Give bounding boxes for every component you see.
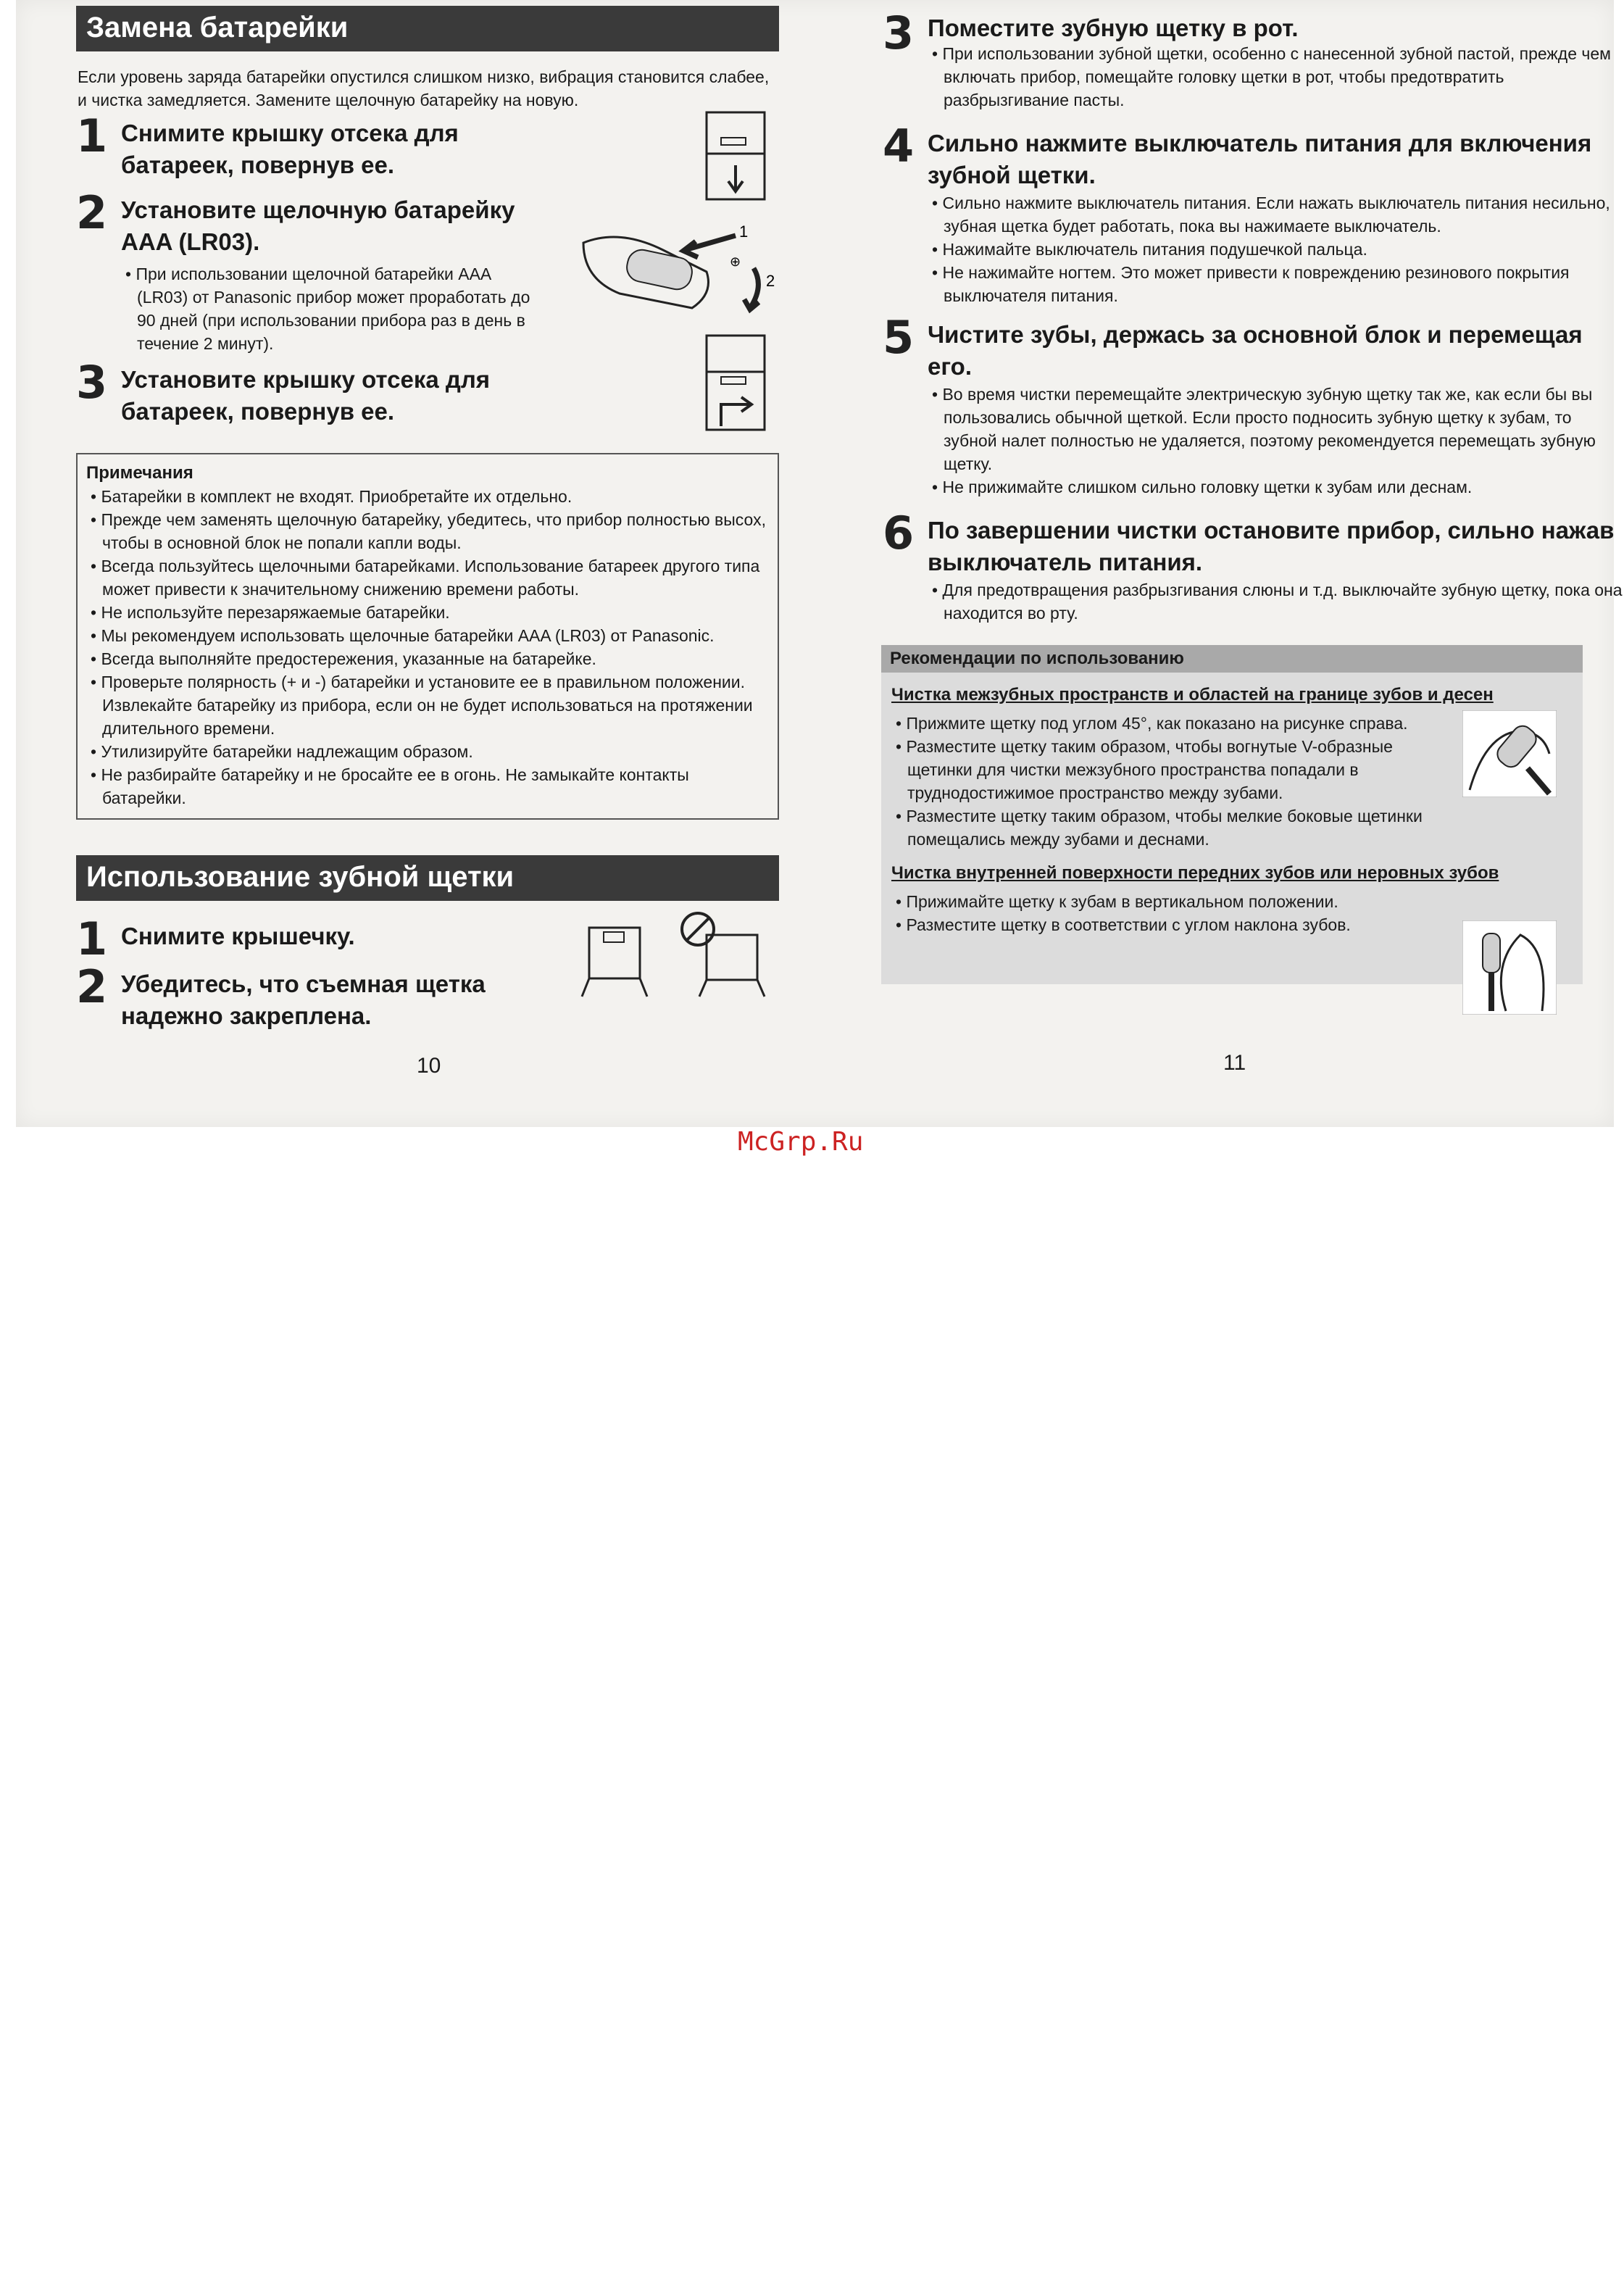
figure-label-2: 2 <box>766 272 775 290</box>
step-bullet: • Нажимайте выключатель питания подушечкой пальца. <box>928 238 1623 261</box>
step-title: Снимите крышку отсека для батареек, повернув ее. <box>121 120 459 178</box>
step-title: Установите крышку отсека для батареек, повернув ее. <box>121 366 491 425</box>
step-number: 3 <box>883 7 915 59</box>
notes-box <box>76 453 779 820</box>
battery-step-1 <box>76 109 527 181</box>
recommendations-title: Рекомендации по использованию <box>881 645 1583 673</box>
note-item: • Утилизируйте батарейки надлежащим образом. <box>86 740 767 763</box>
figure-label-1: 1 <box>739 222 749 241</box>
step-number: 3 <box>76 356 108 409</box>
brush-vertical-figure <box>1462 920 1557 1015</box>
step-number: 1 <box>76 109 108 162</box>
step-title: Поместите зубную щетку в рот. <box>928 14 1299 41</box>
usage-step-6 <box>883 507 1623 625</box>
step-number: 1 <box>76 912 108 965</box>
step-number: 4 <box>883 120 915 172</box>
usage-step-2 <box>76 960 585 1032</box>
cap-figures <box>576 906 779 1000</box>
step-bullet: • Во время чистки перемещайте электрическую зубную щетку так же, как если бы вы пользовались обычной щеткой. Если просто подносить зубную щетку к зубам, то зубной налет полностью не удаляется, поэтому рекомендуется перемещать зубную щетку. <box>928 383 1623 475</box>
rec-subtitle-interdental: Чистка межзубных пространств и областей на границе зубов и десен <box>891 685 1494 704</box>
note-item: • Батарейки в комплект не входят. Приобретайте их отдельно. <box>86 485 767 508</box>
step-bullet: • Не нажимайте ногтем. Это может привести к повреждению резинового покрытия выключателя питания. <box>928 261 1623 307</box>
rec-item: • Прижмите щетку под углом 45°, как показано на рисунке справа. <box>891 712 1442 735</box>
rec-item: • Разместите щетку таким образом, чтобы мелкие боковые щетинки помещались между зубами и деснами. <box>891 804 1442 851</box>
note-item: • Всегда пользуйтесь щелочными батарейками. Использование батареек другого типа может привести к значительному снижению времени работы. <box>86 554 767 601</box>
rec-item: • Прижимайте щетку к зубам в вертикальном положении. <box>891 890 1442 913</box>
note-item: • Не используйте перезаряжаемые батарейки. <box>86 601 767 624</box>
svg-text:⊕: ⊕ <box>730 254 741 269</box>
step-bullet: • При использовании зубной щетки, особенно с нанесенной зубной пастой, прежде чем включать прибор, помещайте головку щетки в рот, чтобы предотвратить разбрызгивание пасты. <box>928 42 1623 112</box>
step-number: 5 <box>883 311 915 364</box>
step-bullet: • Сильно нажмите выключатель питания. Если нажать выключатель питания несильно, зубная щетка будет работать, пока вы нажимаете выключатель. <box>928 191 1623 238</box>
step-title: Сильно нажмите выключатель питания для включения зубной щетки. <box>928 130 1592 188</box>
battery-insert-figure <box>576 214 794 323</box>
step-title: Чистите зубы, держась за основной блок и перемещая его. <box>928 321 1583 380</box>
section-title-usage: Использование зубной щетки <box>76 855 779 901</box>
watermark: McGrp.Ru <box>738 1127 864 1157</box>
step-number: 2 <box>76 186 108 239</box>
step-bullet: • Не прижимайте слишком сильно головку щетки к зубам или деснам. <box>928 475 1623 499</box>
page-number: 11 <box>1223 1051 1246 1075</box>
battery-intro: Если уровень заряда батарейки опустился слишком низко, вибрация становится слабее, и чистка замедляется. Замените щелочную батарейку на новую. <box>78 67 770 109</box>
note-item: • Проверьте полярность (+ и -) батарейки и установите ее в правильном положении. Извлекайте батарейку из прибора, если он не будет использоваться на протяжении длительного времени. <box>86 670 767 740</box>
rec-item: • Разместите щетку в соответствии с углом наклона зубов. <box>891 913 1442 936</box>
page-number: 10 <box>417 1054 441 1078</box>
battery-step-2 <box>76 186 556 355</box>
step-bullet: • Для предотвращения разбрызгивания слюны и т.д. выключайте зубную щетку, пока она находится во рту. <box>928 578 1623 625</box>
step-title: Установите щелочную батарейку AAA (LR03). <box>121 196 515 255</box>
battery-step-3 <box>76 356 556 428</box>
rec-subtitle-front-teeth: Чистка внутренней поверхности передних зубов или неровных зубов <box>891 863 1499 883</box>
note-item: • Мы рекомендуем использовать щелочные батарейки AAA (LR03) от Panasonic. <box>86 624 767 647</box>
note-item: • Не разбирайте батарейку и не бросайте ее в огонь. Не замыкайте контакты батарейки. <box>86 763 767 810</box>
rec-item: • Разместите щетку таким образом, чтобы вогнутые V-образные щетинки для чистки межзубного пространства попадали в труднодостижимое пространство между зубами. <box>891 735 1442 804</box>
step-number: 2 <box>76 960 108 1013</box>
note-item: • Всегда выполняйте предостережения, указанные на батарейке. <box>86 647 767 670</box>
usage-step-4 <box>883 120 1623 307</box>
step-note: • При использовании щелочной батарейки AAA (LR03) от Panasonic прибор может проработать до 90 дней (при использовании прибора раз в день в течение 2 минут). <box>121 262 543 355</box>
note-item: • Прежде чем заменять щелочную батарейку, убедитесь, что прибор полностью высох, чтобы в основной блок не попали капли воды. <box>86 508 767 554</box>
usage-step-5 <box>883 311 1623 499</box>
step-title: Убедитесь, что съемная щетка надежно закреплена. <box>121 970 486 1029</box>
cover-attach-figure <box>699 332 772 433</box>
usage-step-3 <box>883 7 1623 112</box>
step-title: По завершении чистки остановите прибор, сильно нажав выключатель питания. <box>928 517 1615 575</box>
brush-angle-figure <box>1462 710 1557 797</box>
step-title: Снимите крышечку. <box>121 923 355 949</box>
notes-title: Примечания <box>86 463 193 483</box>
step-number: 6 <box>883 507 915 560</box>
cover-remove-figure <box>699 109 772 203</box>
usage-step-1 <box>76 912 585 965</box>
section-title-battery: Замена батарейки <box>76 6 779 51</box>
